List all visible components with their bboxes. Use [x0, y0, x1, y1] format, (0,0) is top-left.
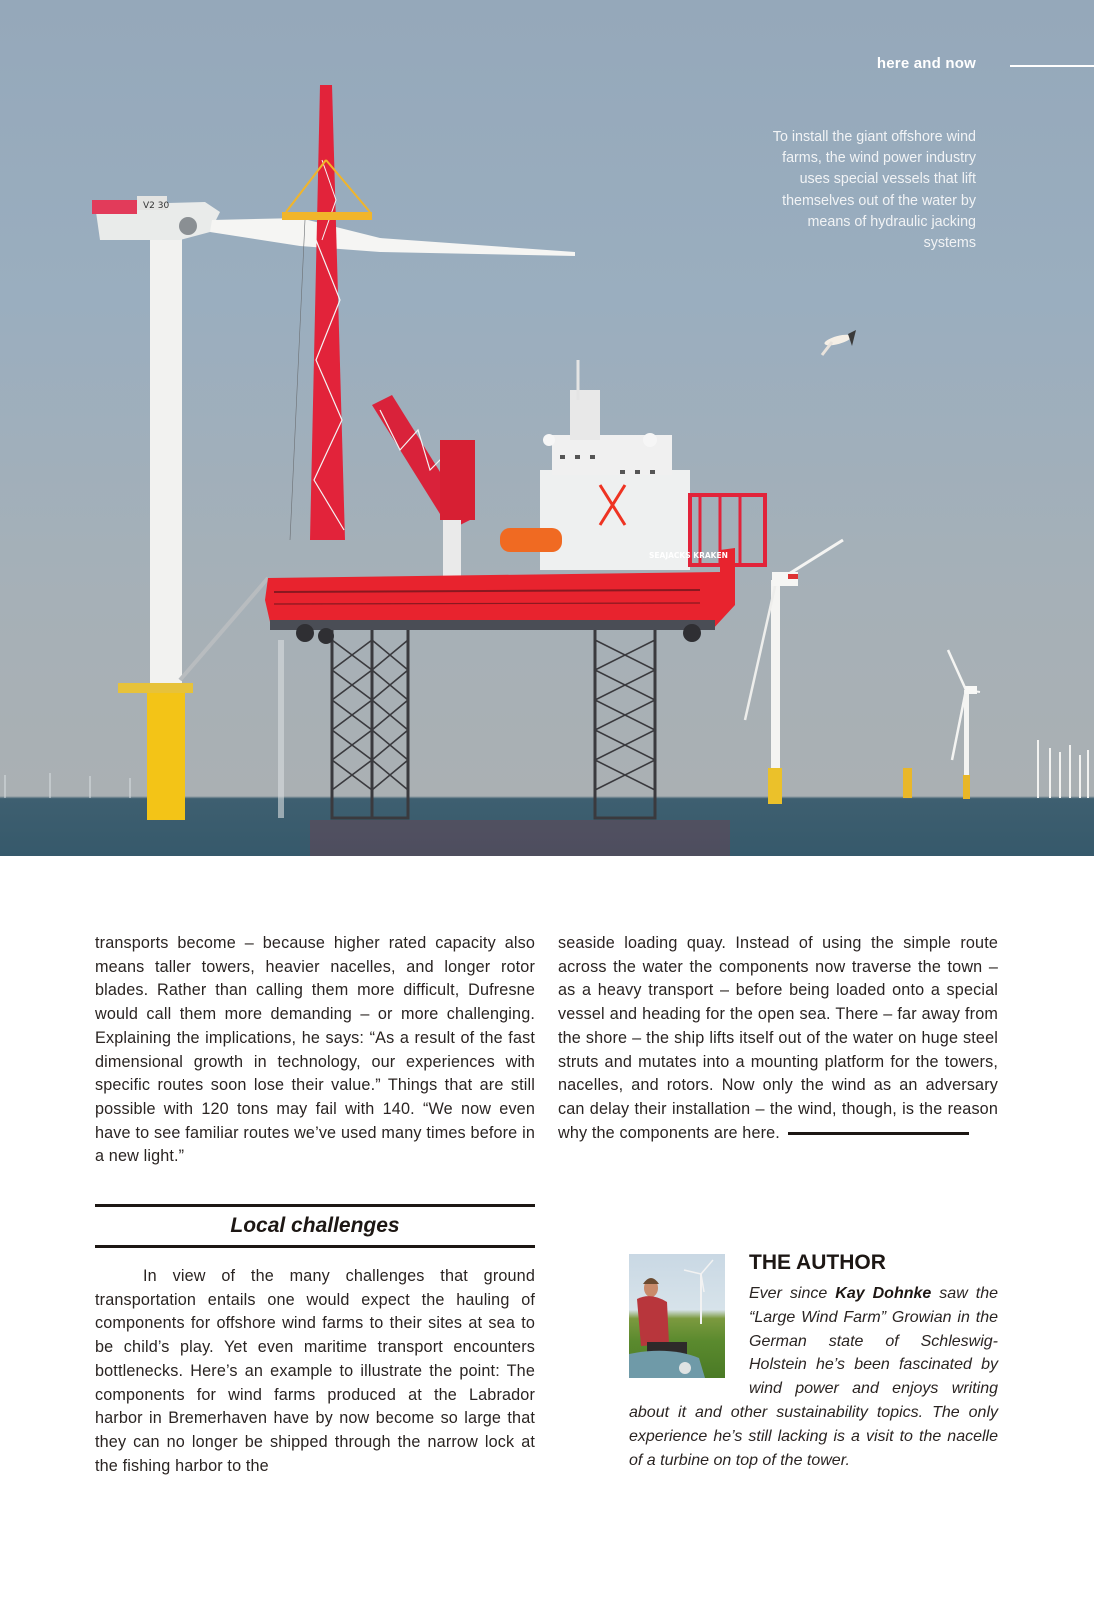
author-heading: THE AUTHOR [749, 1251, 886, 1274]
auxiliary-crane-icon [372, 395, 475, 580]
author-box [629, 1250, 998, 1472]
section-tag-rule [1010, 65, 1116, 67]
article-paragraph: seaside loading quay. Instead of using the simple route across the water the components now traverse the town – as a heavy transport – before being loaded onto a special vessel and heading for the open sea. There – far away from the shore – the ship lifts itself out of the water on huge steel struts and mutates into a mounting platform for the towers, nacelles, and rotors. Now only the wind as an adversary can delay their installation – the wind, though, is the reason why the components are here. [558, 934, 998, 1142]
turbine-far-right-icon [948, 650, 980, 799]
author-name: Kay Dohnke [835, 1285, 932, 1302]
article-paragraph: In view of the many challenges that ground transportation entails one would expect the hauling of components for offshore wind farms to their sites at sea to be child’s play. Yet even maritime transport encounters bottlenecks. Here’s an example to illustrate the point: The components for wind farms produced at the Labrador harbor in Bremerhaven have by now become so large that they can no longer be shipped through the narrow lock at the fishing harbor to the [95, 1267, 535, 1475]
seagull-icon [822, 330, 856, 355]
svg-text:V2 30: V2 30 [143, 201, 170, 211]
author-photo [629, 1254, 725, 1378]
article-column-left-bottom [95, 1265, 535, 1478]
distant-turbines-left-icon [5, 773, 130, 798]
author-bio: Ever since Kay Dohnke saw the “Large Wind Farm” Growian in the German state of Schleswig-Holstein he’s been fascinated by wind power and enjoys writing about it and other sustainability topics. The only experience he’s still lacking is a visit to the nacelle of a turbine on top of the tower. [629, 1285, 999, 1469]
ship-superstructure-icon [500, 360, 765, 570]
main-crane-icon [282, 85, 372, 540]
subheading-local-challenges: Local challenges [230, 1214, 400, 1237]
section-tag: here and now [876, 55, 976, 72]
svg-text:SEAJACKS KRAKEN: SEAJACKS KRAKEN [649, 551, 728, 560]
subheading-block [95, 1204, 535, 1248]
article-column-left-top [95, 932, 535, 1169]
distant-turbines-right-icon [1038, 740, 1088, 798]
author-portrait-illustration [629, 1254, 725, 1378]
turbine-middle-icon [745, 540, 843, 804]
article-paragraph: transports become – because higher rated capacity also means taller towers, heavier nacelles, and longer rotor blades. Rather than calling them more difficult, Dufresne would call them more demanding – or more challenging. Explaining the implications, he says: “As a result of the fast dimensional growth in technology, our experiences with specific routes soon lose their value.” Things that are still possible with 120 tons may fail with 140. “We now even have to see familiar routes we’ve used many times before in a new light.” [95, 934, 535, 1166]
jackup-legs-icon [332, 620, 655, 818]
article-column-right-top [558, 932, 998, 1145]
foundation-stub-icon [903, 768, 912, 798]
photo-caption: To install the giant offshore wind farms, the wind power industry uses special vessels that lift themselves out of the water by means of hydraulic jacking systems [772, 129, 976, 252]
article-end-rule [788, 1132, 969, 1135]
